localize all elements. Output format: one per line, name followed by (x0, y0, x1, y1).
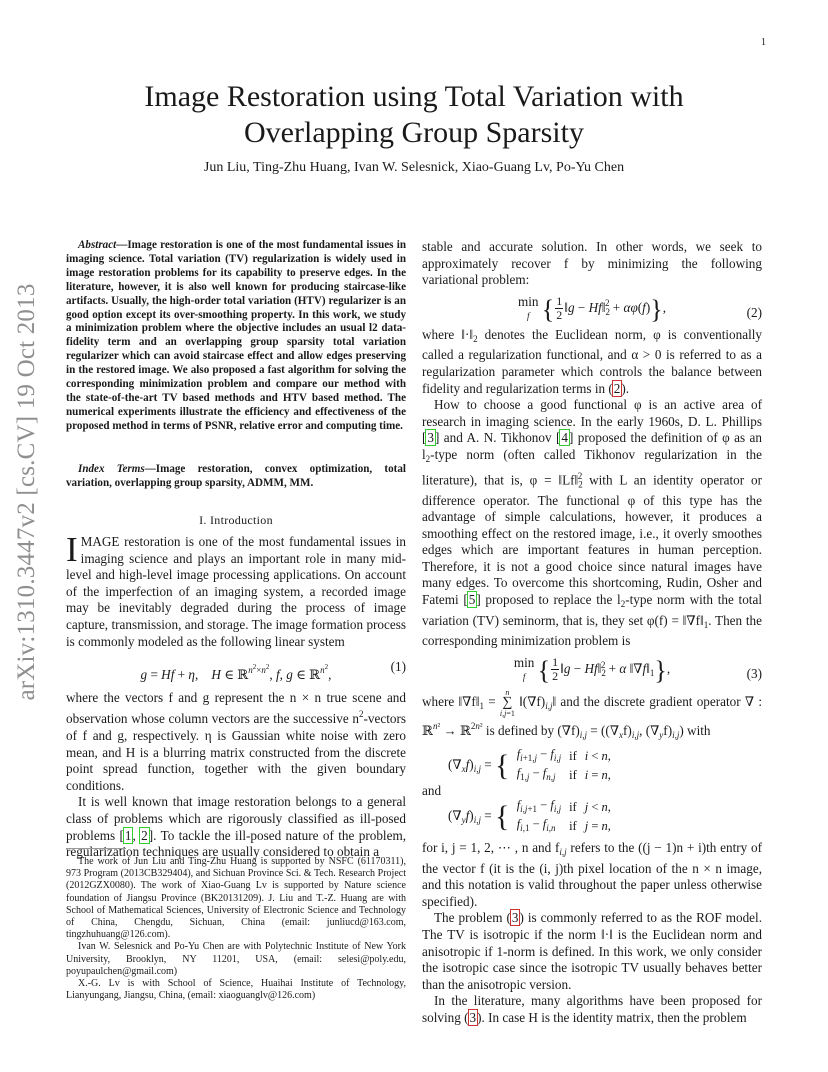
footnotes (66, 856, 406, 1002)
equation-ref-link[interactable]: 3 (511, 910, 519, 926)
abstract-label: Abstract (78, 239, 117, 251)
citation-link[interactable]: 2 (141, 827, 148, 843)
and-word: and (422, 783, 442, 799)
right-text: , (∇ (639, 722, 660, 738)
citation-link[interactable]: 5 (468, 592, 476, 608)
index-terms-text: —Image restoration, convex optimization, total variation, overlapping group sparsity, ADMM, MM. (66, 463, 406, 489)
citation-link[interactable]: 3 (427, 430, 434, 446)
if-word: if (569, 768, 577, 783)
right-text: = (483, 693, 500, 709)
right-column: stable and accurate solution. In other words, we seek to approximately recover f by minimizing the following variational problem: min f { $\frac{1}{2}$ ‖g − $Hf‖_2^2 + \alpha\varphi(f)$}, (2) where $‖\cdot‖_2$ denotes the Euclidean norm, φ is conventionally called a regularization functional, and α > 0 is referred to as a regularization parameter which controls the balance between fidelity and regularization terms in (2). How to choose a good functional φ is an active area of research in imaging science. In the early 1960s, D. L. Phillips [3] and A. N. Tikhonov [4] proposed the definition of φ as an $l_2$-type norm (often called Tikhonov regularization in the literature), that is, $\varphi = ‖Lf‖_2^2$ with L an identity operator or difference operator. The functional φ of this type has the advantage of simple calculations, however, it produces a smoothing effect on the restored image, i.e., it overly smoothes edges which are important features in human perception. Therefore, it is not a good choice since natural images have many edges. To overcome this shortcoming, Rudin, Osher and Fatemi [5] proposed to replace the $l_2$-type norm with the total variation (TV) seminorm, that is, they set $\varphi(f) = ‖\nabla f‖_1$. Then the corresponding minimization problem is min f { $\frac{1}{2}$ ‖g − $Hf‖_2^2 + \alpha$ $‖\nabla f‖_1$}, (3) where $‖\nabla f‖_1 = n$ ∑ i,j=1 $‖(\nabla f)_{i,j}‖$ and the discrete gradient operator ∇ : ℝ$^{n^2}$ → ℝ$^{2n^2}$ is defined by $(\nabla f)_{i,j} = ((\nabla_xf)_{i,j}$, $(\nabla_yf)_{i,j}$) with $(\nabla_xf)_{i,j}$ = { $f_{i+1,j} - f_{i,j}$ if i < n, $f_{1,j} - f_{n,j}$ if i = n, and $(\nabla_yf)_{i,j}$ = { $f_{i,j+1} - f_{i,j}$ if j < n, $f_{i,1} - f_{i,n}$ if j = n, for i, j = 1, 2, ⋯ , n and $f_{i,j}$ refers to the ((j − 1)n + i)th entry of the vector f (it is the (i, j)th pixel location of the n × n image, and this notation is valid throughout the paper unless otherwise specified). The problem (3) is commonly referred to as the ROF model. The TV is isotropic if the norm ‖·‖ is the Euclidean norm and anisotropic if 1-norm is defined. In this work, we only consider the isotropic case since the isotropic TV usually behaves better than the anisotropic version. In the literature, many algorithms have been proposed for solving (3). In case H is the identity matrix, then the problem (422, 239, 763, 1025)
abstract-text: —Image restoration is one of the most fundamental issues in imaging science. Total variation (TV) regularization is widely used in image restoration problems for its capability to preserve edges. In the literature, however, it is also well known for producing staircase-like artifacts. Usually, the high-order total variation (HTV) regularizer is an good option except its over-smoothing property. In this work, we study a minimization problem where the objective includes an usual l2 data-fidelity term and an overlapping group sparsity total variation regularizer which can avoid staircase effect and allow edges preserving in the restored image. We also proposed a fast algorithm for solving the corresponding minimization problem and compare our method with the state-of-the-art TV based methods and HTV based method. The numerical experiments illustrate the efficiency and effectiveness of the proposed method in terms of PSNR, relative error and computing time. (66, 239, 406, 432)
if-word: if (569, 819, 577, 834)
index-terms (66, 463, 406, 491)
equation-1: g = Hf + η, H ∈ ℝ$^{n^2\times n^2}$, f, g ∈ ℝ$^{n^2}$, (1) (140, 659, 406, 683)
right-text: ) with (679, 722, 711, 738)
right-text: How to choose a good functional φ is an active area of research in imaging science. In the early 1960s, D. L. Phillips [ (422, 397, 762, 446)
index-terms-label: Index Terms (78, 463, 145, 475)
right-text: where ‖∇f‖ (422, 693, 480, 709)
equation-ref-link[interactable]: 3 (469, 1009, 477, 1025)
section-heading: I. Introduction (199, 513, 273, 527)
right-text: ] and A. N. Tikhonov [ (435, 430, 561, 446)
equation-number: (3) (746, 665, 762, 681)
right-text: ] proposed the definition of φ as an l (422, 430, 762, 462)
equation-2: min f { $\frac{1}{2}$ ‖g − $Hf‖_2^2 + \alpha\varphi(f)$}, (2) (517, 293, 762, 324)
citation-link[interactable]: 4 (561, 430, 568, 446)
right-text: ‖ and the discrete gradient operator ∇ : ℝ (422, 693, 762, 738)
right-text: refers to the ((j − 1)n + i)th entry of the vector f (it is the (i, j)th pixel location of the n × n image, and this notation is valid throughout the paper unless otherwise specified). (422, 840, 762, 909)
drop-cap: I (66, 530, 78, 569)
right-text: . Then the corresponding minimization problem is (422, 612, 762, 649)
right-text: ) is commonly referred to as the ROF model. The TV is isotropic if the norm ‖·‖ is the Euclidean norm and anisotropic if 1-norm is defined. In this work, we only consider the isotropic case since the isotropic TV usually behaves better than the anisotropic version. (422, 910, 762, 992)
right-text: ). (621, 380, 630, 396)
intro-paragraph-1: MAGE restoration is one of the most fundamental issues in imaging science and plays an important role in many mid-level and high-level image processing applications. On account of the imperfection of an imaging system, a recorded image may be inevitably degraded during the process of image capture, transmission, and storage. The image formation process is commonly modeled as the following linear system (66, 534, 406, 649)
author-list: Jun Liu, Ting-Zhu Huang, Ivan W. Selesnick, Xiao-Guang Lv, Po-Yu Chen (203, 160, 625, 175)
right-paragraph-1: stable and accurate solution. In other words, we seek to approximately recover f by minimizing the following variational problem: (422, 239, 762, 288)
equation-number: (2) (746, 304, 762, 320)
right-text: for i, j = 1, 2, ⋯ , n and f (422, 840, 560, 856)
intro-paragraph-2b: -vectors of f and g, respectively. η is Gaussian white noise with zero mean, and H is a blurring matrix constructed from the discrete point spread function, together with the given boundary conditions. (66, 711, 406, 793)
right-text: -type norm with the total variation (TV) seminorm, that is, they set φ(f) = ‖∇f‖ (422, 592, 762, 628)
citation-link[interactable]: 1 (124, 827, 132, 843)
right-text: The problem ( (434, 910, 511, 926)
if-word: if (569, 800, 577, 815)
arxiv-stamp-text[interactable]: arXiv:1310.3447v2 [cs.CV] 19 Oct 2013 (13, 283, 40, 701)
equation-number: (1) (390, 659, 406, 675)
right-text: In the literature, many algorithms have been proposed for solving ( (422, 993, 762, 1025)
footnote-1: The work of Jun Liu and Ting-Zhu Huang is supported by NSFC (61170311), 973 Program (2013CB329404), and Sichuan Province Sci. & Tech. Research Project (2012GZX0080). The work of Xiao-Guang Lv is supported by Nature science foundation of Jiangsu Province (BK20131209). J. Liu and T.-Z. Huang are with School of Mathematical Sciences, University of Electronic Science and Technology of China, Chengdu, Sichuan, China (email: junliucd@163.com, tingzhuhuang@126.com). (66, 856, 406, 941)
right-text: with L an identity operator or difference operator. The functional φ of this type has the advantage of simple calculations, however, it produces a smoothing effect on the restored image, i.e., it overly smoothes edges which are important features in human perception. Therefore, it is not a good choice since natural images have many edges. To overcome this shortcoming, Rudin, Osher and Fatemi [ (422, 471, 762, 608)
right-text: denotes the Euclidean norm, φ is conventionally called a regularization functional, and α > 0 is referred to as a regularization parameter which controls the balance between fidelity and regularization terms in ( (422, 326, 763, 396)
page-number: 1 (761, 37, 766, 48)
arxiv-stamp (14, 262, 40, 722)
equation-grad-x: $(\nabla_xf)_{i,j}$ = { $f_{i+1,j} - f_{i,j}$ if i < n, $f_{1,j} - f_{n,j}$ if i = n, (448, 747, 762, 785)
right-text: f) (623, 722, 632, 738)
right-text: ). In case H is the identity matrix, then the problem (477, 1009, 747, 1025)
right-text: f) (663, 722, 673, 738)
footnote-rule (66, 848, 126, 849)
intro-body: IMAGE restoration is one of the most fundamental issues in imaging science and plays an important role in many mid-level and high-level image processing applications. On account of the imperfection of an imaging system, a recorded image may be inevitably degraded during the process of image capture, transmission, and storage. The image formation process is commonly modeled as the following linear system g = Hf + η, H ∈ ℝ$^{n^2\times n^2}$, f, g ∈ ℝ$^{n^2}$, (1) where the vectors f and g represent the n × n true scene and observation whose column vectors are the successive $n^2$-vectors of f and g, respectively. η is Gaussian white noise with zero mean, and H is a blurring matrix constructed from the discrete point spread function, together with the given boundary conditions. It is well known that image restoration belongs to a general class of problems which are rigorously classified as ill-posed problems [1, 2]. To tackle the ill-posed nature of the problem, regularization techniques are usually considered to obtain a (66, 530, 406, 860)
right-text: → ℝ (440, 722, 471, 738)
right-text: ‖(∇f) (514, 693, 546, 709)
paper-title-line-2: Overlapping Group Sparsity (244, 116, 584, 149)
intro-paragraph-3b: ]. To tackle the ill-posed nature of the problem, regularization techniques are usually considered to obtain a (66, 827, 406, 860)
right-text: = ((∇ (587, 722, 620, 738)
right-text: where ‖·‖ (422, 326, 474, 342)
footnote-3: X.-G. Lv is with School of Science, Huaihai Institute of Technology, Lianyungang, Jiangsu, China, (email: xiaoguanglv@126.com) (66, 978, 406, 1002)
equation-ref-link[interactable]: 2 (613, 380, 621, 396)
right-text: ] proposed to replace the l (476, 592, 621, 608)
right-text: -type norm (often called Tikhonov regularization in the literature), that is, φ = ‖Lf‖ (422, 446, 762, 487)
abstract (66, 239, 406, 434)
right-text: is defined by (∇f) (482, 722, 580, 738)
paper-title-line-1: Image Restoration using Total Variation with (144, 80, 684, 113)
if-word: if (569, 749, 577, 764)
paper-title (60, 79, 768, 151)
equation-grad-y: $(\nabla_yf)_{i,j}$ = { $f_{i,j+1} - f_{i,j}$ if j < n, $f_{i,1} - f_{i,n}$ if j = n, (448, 798, 762, 836)
intro-paragraph-2a: where the vectors f and g represent the n × n true scene and observation whose column vectors are the successive n (66, 689, 406, 727)
intro-paragraph-3a: It is well known that image restoration belongs to a general class of problems which are rigorously classified as ill-posed problems [ (66, 794, 406, 843)
equation-3: min f { $\frac{1}{2}$ ‖g − $Hf‖_2^2 + \alpha$ $‖\nabla f‖_1$}, (3) (513, 654, 762, 685)
footnote-2: Ivan W. Selesnick and Po-Yu Chen are with Polytechnic Institute of New York University, Brooklyn, NY 11201, USA, (email: selesi@poly.edu, poyupaulchen@gmail.com) (66, 941, 406, 977)
